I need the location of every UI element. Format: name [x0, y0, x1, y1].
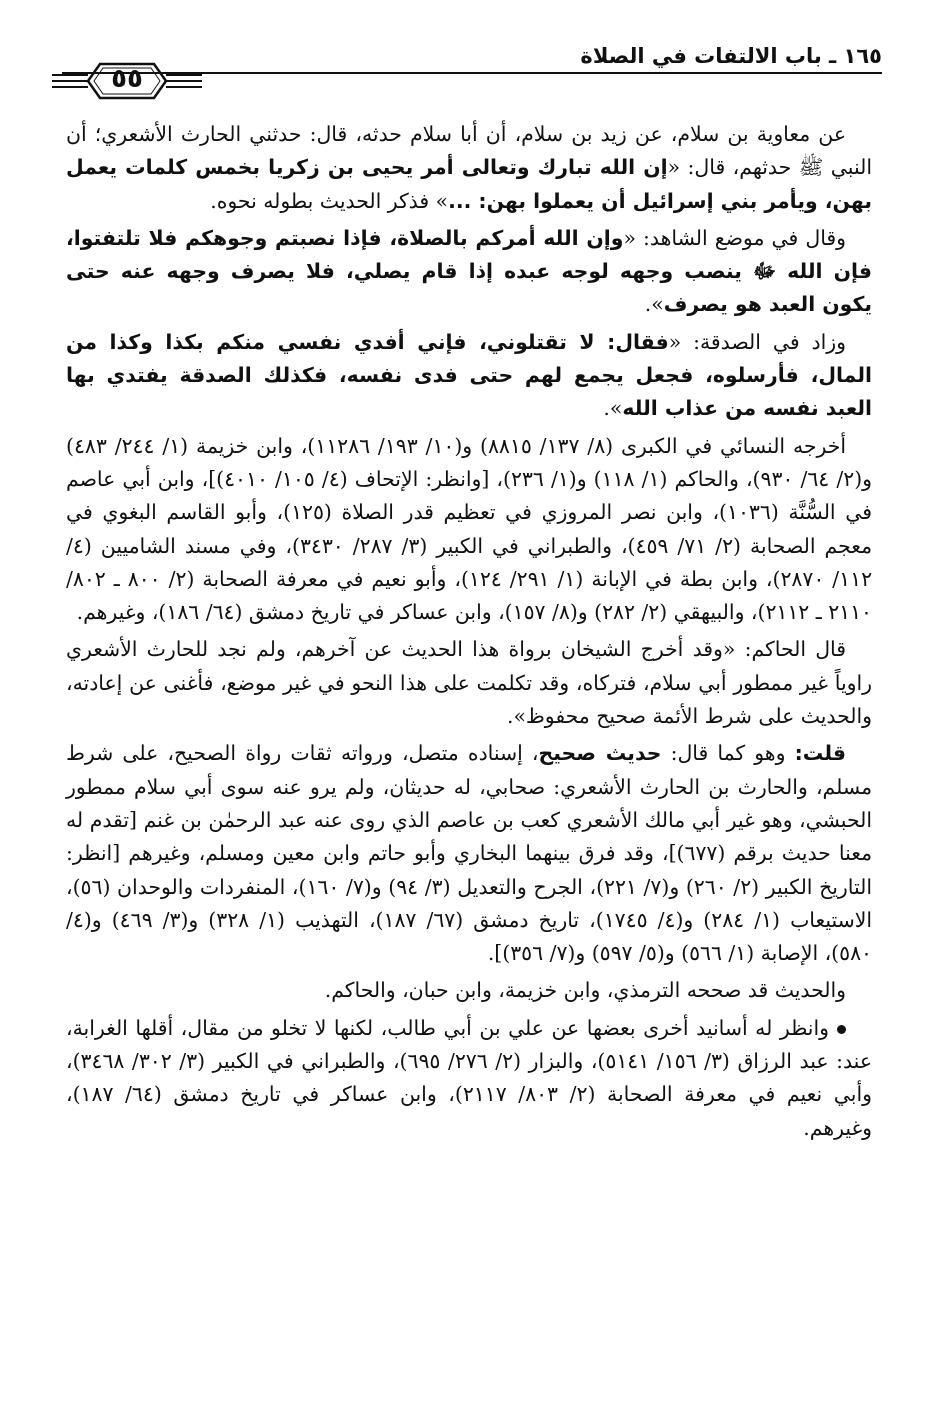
paragraph [66, 118, 872, 218]
paragraph [66, 326, 872, 426]
text-run: » فذكر الحديث بطوله نحوه. [210, 188, 449, 213]
bold-text-run: قلت: [794, 741, 846, 766]
text-run: ». [644, 292, 664, 317]
paragraph [66, 430, 872, 630]
page-number-ornament [52, 58, 202, 104]
text-run: وانظر له أسانيد أخرى بعضها عن علي بن أبي طالب، لكنها لا تخلو من مقال، أقلها الغرابة، عند: عبد الرزاق (٣/ ١٥٦/ ٥١٤١)، والبزار (٢/ ٢٧٦/ ٦٩٥)، والطبراني في الكبير (٣/ ٣٠٢/ ٣٤٦٨)، وأبي نعيم في معرفة الصحابة (٢/ ٨٠٣/ ٢١١٧)، وابن عساكر في تاريخ دمشق (٦٤/ ١٨٧)، وغيرهم. [66, 1015, 872, 1140]
text-run: ، إسناده متصل، ورواته ثقات رواة الصحيح، على شرط مسلم، والحارث بن الحارث الأشعري: صحابي، له حديثان، ولم يرو عنه سوى أبي سلام ممطور الحبشي، وهو غير أبي مالك الأشعري كعب بن عاصم الذي روى عنه عبد الرحمٰن بن غنم [تقدم له معنا حديث برقم (٦٧٧)]، وقد فرق بينهما البخاري وأبو حاتم وابن معين ومسلم، وغيرهم [انظر: التاريخ الكبير (٢/ ٢٦٠) و(٧/ ٢٢١)، الجرح والتعديل (٣/ ٩٤) و(٧/ ١٦٠)، المنفردات والوحدان (٥٦)، الاستيعاب (١/ ٢٨٤) و(٤/ ١٧٤٥)، تاريخ دمشق (٦٧/ ١٨٧)، التهذيب (١/ ٣٢٨) و(٣/ ٤٦٩) و(٤/ ٥٨٠)، الإصابة (١/ ٥٦٦) و(٥/ ٥٩٧) و(٧/ ٣٥٦)]. [66, 741, 873, 966]
paragraph [66, 222, 872, 322]
text-run: قال الحاكم: «وقد أخرج الشيخان برواة هذا الحديث عن آخرهم، ولم نجد للحارث الأشعري راوياً غير ممطور أبي سلام، فتركاه، وقد تكلمت على هذا النحو في غير موضع، فأغنى عن إعادته، والحديث على شرط الأئمة صحيح محفوظ». [66, 637, 872, 729]
paragraph [66, 974, 872, 1007]
text-run: وهو كما قال: [661, 741, 795, 766]
bold-text-run: فقال: لا تقتلوني، فإني أفدي نفسي منكم بكذا وكذا من المال، فأرسلوه، فجعل يجمع لهم حتى فدى نفسه، فكذلك الصدقة يفتدي بها العبد نفسه من عذاب الله [66, 329, 872, 421]
paragraph [66, 633, 872, 733]
bullet-icon [837, 1025, 846, 1034]
text-run: والحديث قد صححه الترمذي، وابن خزيمة، وابن حبان، والحاكم. [324, 978, 846, 1003]
paragraph [66, 737, 872, 970]
chapter-title: ١٦٥ ـ باب الالتفات في الصلاة [580, 44, 882, 68]
text-run: وزاد في الصدقة: « [668, 329, 846, 354]
text-run: ». [603, 396, 623, 421]
page-body [66, 118, 872, 1149]
bold-text-run: إن الله تبارك وتعالى أمر يحيى بن زكريا بخمس كلمات يعمل بهن، ويأمر بني إسرائيل أن يعملوا بهن: ... [66, 155, 872, 213]
bold-text-run: حديث صحيح [538, 741, 662, 766]
paragraph [66, 1012, 872, 1145]
page-number: ٥٥ [111, 64, 143, 94]
text-run: عن معاوية بن سلام، عن زيد بن سلام، أن أبا سلام حدثه، قال: حدثني الحارث الأشعري؛ أن النبي ﷺ حدثهم، قال: « [66, 122, 872, 180]
text-run: أخرجه النسائي في الكبرى (٨/ ١٣٧/ ٨٨١٥) و(١٠/ ١٩٣/ ١١٢٨٦)، وابن خزيمة (١/ ٢٤٤/ ٤٨٣) و(٢/ ٦٤/ ٩٣٠)، والحاكم (١/ ١١٨) و(١/ ٢٣٦)، [وانظر: الإتحاف (٤/ ١٠٥/ ٤٠١٠)]، وابن أبي عاصم في السُّنَّة (١٠٣٦)، وابن نصر المروزي في تعظيم قدر الصلاة (١٢٥)، وأبو القاسم البغوي في معجم الصحابة (٢/ ٧١/ ٤٥٩)، والطبراني في الكبير (٣/ ٢٨٧/ ٣٤٣٠)، وفي مسند الشاميين (٤/ ١١٢/ ٢٨٧٠)، وابن بطة في الإبانة (١/ ٢٩١/ ١٢٤)، وأبو نعيم في معرفة الصحابة (٢/ ٨٠٠ ـ ٨٠٢/ ٢١١٠ ـ ٢١١٢)، والبيهقي (٢/ ٢٨٢) و(٨/ ١٥٧)، وابن عساكر في تاريخ دمشق (٦٤/ ١٨٦)، وغيرهم. [66, 433, 873, 625]
bold-text-run: وإن الله أمركم بالصلاة، فإذا نصبتم وجوهكم فلا تلتفتوا، فإن الله ﷻ ينصب وجهه لوجه عبده إذا قام يصلي، فلا يصرف وجهه عنه حتى يكون العبد هو يصرف [66, 225, 872, 317]
text-run: وقال في موضع الشاهد: « [623, 225, 846, 250]
